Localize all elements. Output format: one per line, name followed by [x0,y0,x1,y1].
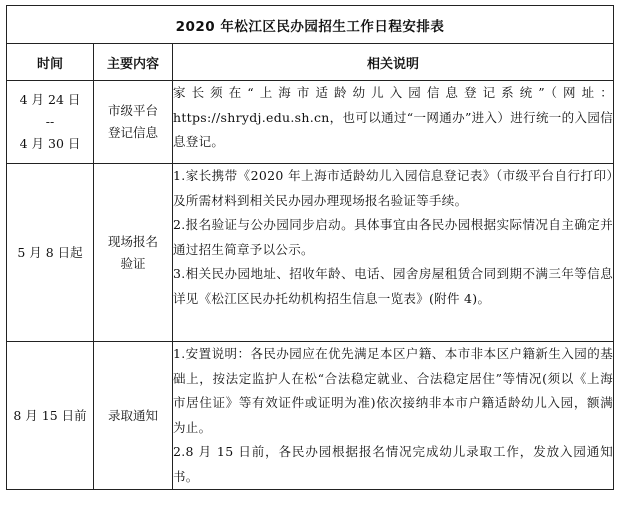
time-cell [7,342,94,490]
description-cell [173,81,614,164]
table-row [7,342,614,490]
description-paragraph: 1.家长携带《2020 年上海市适龄幼儿入园信息登记表》（市级平台自行打印）及所需材料到相关民办园办理现场报名验证等手续。 [173,168,614,208]
header-description: 相关说明 [173,44,614,81]
time-line: 4 月 24 日 [19,92,81,107]
content-cell [94,164,173,342]
header-row [7,44,614,81]
time-line: 4 月 30 日 [19,136,81,151]
table-row [7,164,614,342]
time-line: -- [45,114,55,129]
table-row [7,81,614,164]
description-paragraph: 2.报名验证与公办园同步启动。具体事宜由各民办园根据实际情况自主确定并通过招生简章予以公示。 [173,217,614,257]
time-line: 8 月 15 日前 [13,407,87,423]
description-paragraph: 3.相关民办园地址、招收年龄、电话、园舍房屋租赁合同到期不满三年等信息详见《松江区民办托幼机构招生信息一览表》(附件 4)。 [173,266,614,306]
time-cell [7,81,94,164]
description-cell [173,164,614,342]
content-line: 登记信息 [107,125,158,140]
time-line: 5 月 8 日起 [17,244,83,260]
table-title: 2020 年松江区民办园招生工作日程安排表 [7,6,614,44]
content-cell [94,81,173,164]
content-line: 现场报名 [107,233,158,249]
content-line: 录取通知 [107,407,158,423]
description-paragraph: 1.安置说明：各民办园应在优先满足本区户籍、本市非本区户籍新生入园的基础上，按法定监护人在松“合法稳定就业、合法稳定居住”等情况(须以《上海市居住证》等有效证件或证明为准)依次接纳非本市户籍适龄幼儿入园，额满为止。 [173,346,614,435]
description-paragraph: 2.8 月 15 日前，各民办园根据报名情况完成幼儿录取工作，发放入园通知书。 [173,444,614,484]
header-time: 时间 [7,44,94,81]
content-line: 验证 [120,255,146,271]
description-paragraph: 家长须在“上海市适龄幼儿入园信息登记系统”（网址：https://shrydj.edu.sh.cn，也可以通过“一网通办”进入）进行统一的入园信息登记。 [173,85,614,149]
description-cell [173,342,614,490]
title-row [7,6,614,44]
header-content: 主要内容 [94,44,173,81]
content-cell [94,342,173,490]
content-line: 市级平台 [107,103,158,118]
time-cell [7,164,94,342]
schedule-table [6,5,614,490]
